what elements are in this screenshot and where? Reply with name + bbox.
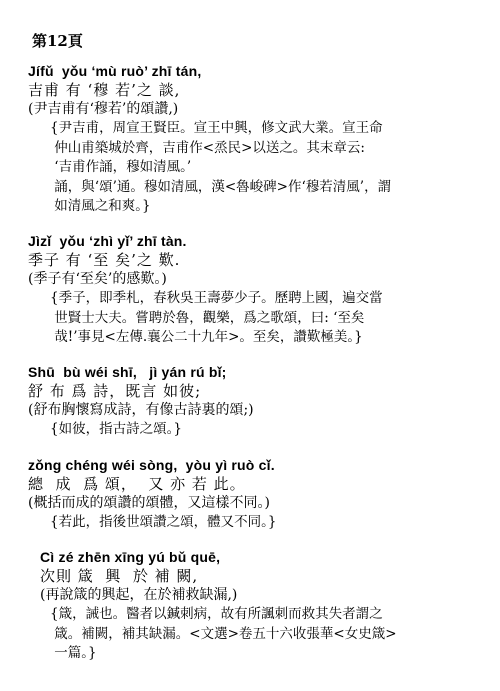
translation-line: (再說箴的興起，在於補救缺漏,) <box>40 587 238 603</box>
annotation-note <box>50 513 486 533</box>
annotation-note <box>50 605 486 664</box>
pinyin-line: Shū bù wéi shī, jì yán rú bǐ; <box>28 364 227 380</box>
stanza-3 <box>28 363 486 440</box>
note-line: {尹吉甫，周宣王賢臣。宣王中興，修文武大業。宣王命 <box>50 120 383 136</box>
note-line: {若此，指後世頌讚之頌，體又不同。} <box>50 514 277 530</box>
note-line: ‘吉甫作誦，穆如清風。’ <box>50 159 192 175</box>
stanza-1 <box>28 62 486 217</box>
translation-line: (舒布胸懷寫成詩，有像古詩裏的頌;) <box>28 402 254 418</box>
note-line: 一篇。} <box>50 645 97 661</box>
annotation-note <box>50 289 486 348</box>
note-line: 仲山甫築城於齊，吉甫作<烝民>以送之。其末章云: <box>50 139 365 156</box>
page-number: 第12頁 <box>32 32 83 50</box>
note-line: {季子，即季札，春秋吳王壽夢少子。歷聘上國，遍交當 <box>50 290 383 306</box>
note-line: {箴，誡也。醫者以鍼刺病，故有所諷刺而救其失者謂之 <box>50 606 383 622</box>
translation-line: (尹吉甫有‘穆若’的頌讚,) <box>28 101 179 117</box>
annotation-note <box>50 420 486 440</box>
chinese-verse: 舒 布 爲 詩，既言 如彼; <box>28 382 202 400</box>
stanza-5 <box>40 548 498 664</box>
pinyin-line: Jífǔ yǒu ‘mù ruò’ zhī tán, <box>28 63 202 79</box>
chinese-verse: 季子 有 ‘至 矣’之 歎. <box>28 251 181 269</box>
note-line: 誦，與‘頌’通。穆如清風，漢<魯峻碑>作‘穆若清風’，謂 <box>50 178 392 195</box>
stanza-4 <box>28 456 486 533</box>
note-line: 如清風之和爽。} <box>50 198 151 214</box>
note-line: 箴。補闕，補其缺漏。<文選>卷五十六收張華<女史箴> <box>50 625 397 642</box>
pinyin-line: Jìzǐ yǒu ‘zhì yǐ’ zhī tàn. <box>28 233 187 249</box>
pinyin-line: Cì zé zhēn xīng yú bǔ quē, <box>40 549 221 565</box>
translation-line: (概括而成的頌讚的頌體，又這樣不同。) <box>28 495 270 511</box>
chinese-verse: 總 成 爲 頌， 又 亦 若 此。 <box>28 475 246 493</box>
note-line: {如彼，指古詩之頌。} <box>50 421 182 437</box>
stanza-2 <box>28 232 486 348</box>
translation-line: (季子有‘至矣’的感歎。) <box>28 271 167 287</box>
chinese-verse: 次則 箴 興 於 補 闕, <box>40 567 199 585</box>
note-line: 世賢士大夫。嘗聘於魯，觀樂，爲之歌頌，曰: ‘至矣 <box>50 309 365 326</box>
pinyin-line: zǒng chéng wéi sòng, yòu yì ruò cǐ. <box>28 457 275 473</box>
chinese-verse: 吉甫 有 ‘穆 若’之 談, <box>28 81 181 99</box>
annotation-note <box>50 119 486 217</box>
note-line: 哉!’事見<左傳.襄公二十九年>。至矣，讚歎極美。} <box>50 329 363 345</box>
